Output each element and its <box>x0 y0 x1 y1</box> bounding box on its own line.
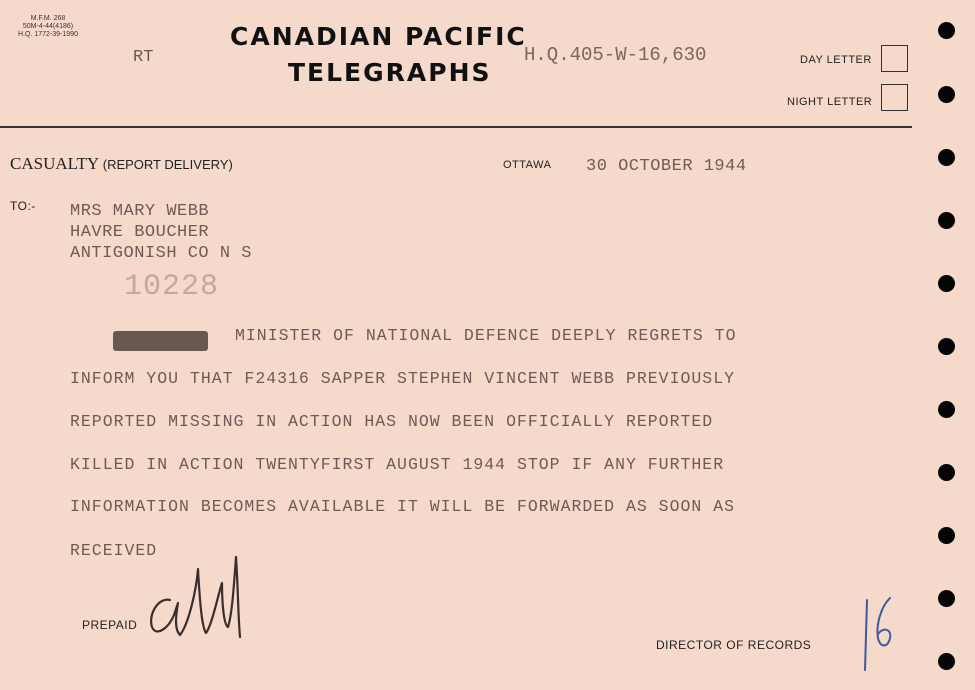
message-line-5: INFORMATION BECOMES AVAILABLE IT WILL BE FORWARDED AS SOON AS <box>70 497 735 516</box>
recipient-address-2: ANTIGONISH CO N S <box>70 244 252 263</box>
reference-number: H.Q.405-W-16,630 <box>524 44 707 66</box>
subject-type-text: CASUALTY <box>10 154 99 173</box>
perforation-hole <box>938 464 955 481</box>
day-letter-label: DAY LETTER <box>800 54 872 66</box>
night-letter-checkbox[interactable] <box>881 84 908 111</box>
director-of-records-label: DIRECTOR OF RECORDS <box>656 638 812 652</box>
perforation-hole <box>938 86 955 103</box>
message-line-6: RECEIVED <box>70 541 158 560</box>
message-line-3: REPORTED MISSING IN ACTION HAS NOW BEEN OFFICIALLY REPORTED <box>70 412 714 431</box>
handwritten-number-16 <box>858 590 898 680</box>
night-letter-label: NIGHT LETTER <box>787 96 873 108</box>
perforation-hole <box>938 22 955 39</box>
perforation-hole <box>938 275 955 292</box>
message-line-4: KILLED IN ACTION TWENTYFIRST AUGUST 1944 STOP IF ANY FURTHER <box>70 455 725 474</box>
perforation-hole <box>938 149 955 166</box>
rt-code: RT <box>133 48 154 67</box>
form-code-3: H.Q. 1772-39-1990 <box>18 31 78 38</box>
message-line-1: MINISTER OF NATIONAL DEFENCE DEEPLY REGRETS TO <box>235 326 737 345</box>
form-codes <box>8 15 88 39</box>
company-name-line1: CANADIAN PACIFIC <box>230 22 527 51</box>
form-code-2: 50M-4-44(4186) <box>22 23 74 30</box>
perforation-hole <box>938 527 955 544</box>
place-label: OTTAWA <box>503 159 552 171</box>
perforation-hole <box>938 653 955 670</box>
perforation-hole <box>938 338 955 355</box>
struck-out-text <box>113 331 208 351</box>
form-code-1: M.F.M. 268 <box>30 15 66 22</box>
file-stamp-number: 10228 <box>124 270 220 304</box>
to-label: TO:- <box>10 199 36 213</box>
header-divider <box>0 126 912 128</box>
day-letter-checkbox[interactable] <box>881 45 908 72</box>
subject-type <box>10 154 233 174</box>
recipient-name: MRS MARY WEBB <box>70 202 210 221</box>
message-line-2: INFORM YOU THAT F24316 SAPPER STEPHEN VINCENT WEBB PREVIOUSLY <box>70 369 735 388</box>
perforation-hole <box>938 590 955 607</box>
subject-note: (REPORT DELIVERY) <box>102 157 233 172</box>
perforation-hole <box>938 401 955 418</box>
prepaid-label: PREPAID <box>82 618 138 632</box>
handwritten-signature <box>140 545 250 645</box>
company-name-line2: TELEGRAPHS <box>288 58 492 87</box>
perforation-hole <box>938 212 955 229</box>
recipient-address-1: HAVRE BOUCHER <box>70 223 210 242</box>
telegram-date: 30 OCTOBER 1944 <box>586 157 747 176</box>
